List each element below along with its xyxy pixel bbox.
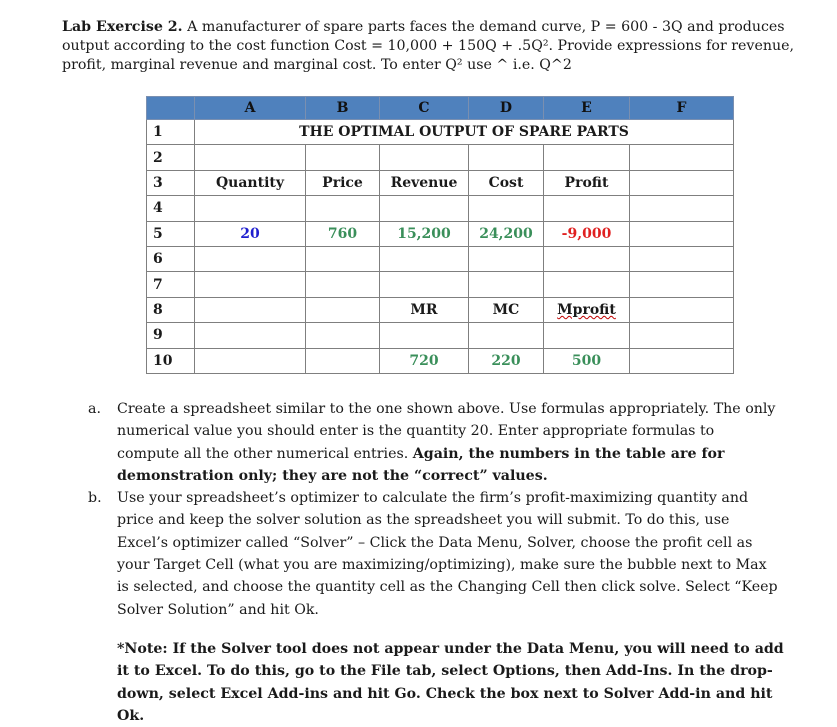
cell[interactable] [469,196,544,221]
cell[interactable] [630,348,734,373]
cell[interactable] [306,348,380,373]
row-number[interactable]: 5 [147,221,195,246]
cell[interactable] [544,272,630,297]
mr-value[interactable]: 720 [380,348,469,373]
cell[interactable] [630,145,734,170]
mprofit-header-text: Mprofit [557,301,616,318]
table-row [147,196,734,221]
instruction-a-letter: a. [88,401,101,417]
table-row [147,120,734,145]
column-header-a[interactable]: A [195,97,306,120]
revenue-value[interactable]: 15,200 [380,221,469,246]
cell[interactable] [469,272,544,297]
instruction-b-text: Use your spreadsheet’s optimizer to calculate the firm’s profit-maximizing quantity and price and keep the solver solution as the spreadsheet you will submit. To do this, use Excel’s optimizer called “Solver” – Click the Data Menu, Solver, choose the profit cell as your Target Cell (what you are maximizing/optimizing), make sure the bubble next to Max is selected, and choose the quantity cell as the Changing Cell then click solve. Select “Keep Solver Solution” and hit Ok. [117,490,778,618]
sheet-title[interactable]: THE OPTIMAL OUTPUT OF SPARE PARTS [195,120,734,145]
row-number[interactable]: 3 [147,170,195,195]
table-row [147,145,734,170]
row-number[interactable]: 4 [147,196,195,221]
instruction-a [88,398,778,487]
cell[interactable] [630,196,734,221]
column-header-row [147,97,734,120]
instruction-b-letter: b. [88,490,102,507]
instruction-a-bold: Again, the numbers in the table are for demonstration only; they are not the “correct” values. [117,445,725,484]
cell[interactable] [306,145,380,170]
cell[interactable] [306,297,380,322]
row-number[interactable]: 10 [147,348,195,373]
exercise-label: Lab Exercise 2. [62,19,183,35]
cell[interactable] [630,170,734,195]
table-row [147,323,734,348]
cost-header[interactable]: Cost [469,170,544,195]
cell[interactable] [306,196,380,221]
cell[interactable] [306,246,380,271]
table-row [147,272,734,297]
row-number[interactable]: 8 [147,297,195,322]
solver-note: *Note: If the Solver tool does not appear under the Data Menu, you will need to add it to Excel. To do this, go to the File tab, select Options, then Add-Ins. In the drop-down, select Excel Add-ins and hit Go. Check the box next to Solver Add-in and hit Ok. [117,641,784,724]
instruction-b [88,487,778,621]
cell[interactable] [306,272,380,297]
cell[interactable] [195,196,306,221]
cell[interactable] [195,297,306,322]
cell[interactable] [380,196,469,221]
cell[interactable] [469,323,544,348]
revenue-header[interactable]: Revenue [380,170,469,195]
quantity-value[interactable]: 20 [195,221,306,246]
cell[interactable] [544,145,630,170]
mprofit-value[interactable]: 500 [544,348,630,373]
column-header-c[interactable]: C [380,97,469,120]
instructions-list [88,398,778,621]
corner-cell [147,97,195,120]
column-header-e[interactable]: E [544,97,630,120]
row-number[interactable]: 6 [147,246,195,271]
table-row [147,246,734,271]
cell[interactable] [380,323,469,348]
cell[interactable] [630,221,734,246]
cell[interactable] [544,196,630,221]
spreadsheet-table [146,96,734,374]
cell[interactable] [544,323,630,348]
cell[interactable] [469,246,544,271]
row-number[interactable]: 1 [147,120,195,145]
table-row [147,348,734,373]
profit-header[interactable]: Profit [544,170,630,195]
exercise-intro [62,18,802,75]
price-value[interactable]: 760 [306,221,380,246]
cell[interactable] [469,145,544,170]
cell[interactable] [195,272,306,297]
cell[interactable] [195,246,306,271]
mc-value[interactable]: 220 [469,348,544,373]
column-header-f[interactable]: F [630,97,734,120]
cell[interactable] [630,297,734,322]
cell[interactable] [380,272,469,297]
row-number[interactable]: 7 [147,272,195,297]
table-row [147,221,734,246]
mr-header[interactable]: MR [380,297,469,322]
mc-header[interactable]: MC [469,297,544,322]
table-row [147,297,734,322]
cell[interactable] [544,246,630,271]
cell[interactable] [380,145,469,170]
instruction-a-text [117,398,778,487]
cell[interactable] [195,145,306,170]
cell[interactable] [195,348,306,373]
row-number[interactable]: 2 [147,145,195,170]
cell[interactable] [630,323,734,348]
cell[interactable] [195,323,306,348]
exercise-text: A manufacturer of spare parts faces the demand curve, P = 600 - 3Q and produces output according to the cost function Cost = 10,000 + 150Q + .5Q². Provide expressions for revenue, profit, marginal revenue and marginal cost. To enter Q² use ^ i.e. Q^2 [62,19,795,73]
column-header-b[interactable]: B [306,97,380,120]
cell[interactable] [630,272,734,297]
mprofit-header[interactable] [544,297,630,322]
cost-value[interactable]: 24,200 [469,221,544,246]
price-header[interactable]: Price [306,170,380,195]
cell[interactable] [630,246,734,271]
profit-value[interactable]: -9,000 [544,221,630,246]
table-row [147,170,734,195]
row-number[interactable]: 9 [147,323,195,348]
cell[interactable] [380,246,469,271]
cell[interactable] [306,323,380,348]
column-header-d[interactable]: D [469,97,544,120]
quantity-header[interactable]: Quantity [195,170,306,195]
instruction-a-body: Create a spreadsheet similar to the one shown above. Use formulas appropriately. The only numerical value you should enter is the quantity 20. Enter appropriate formulas to compute all the other numerical entries. [117,401,776,462]
